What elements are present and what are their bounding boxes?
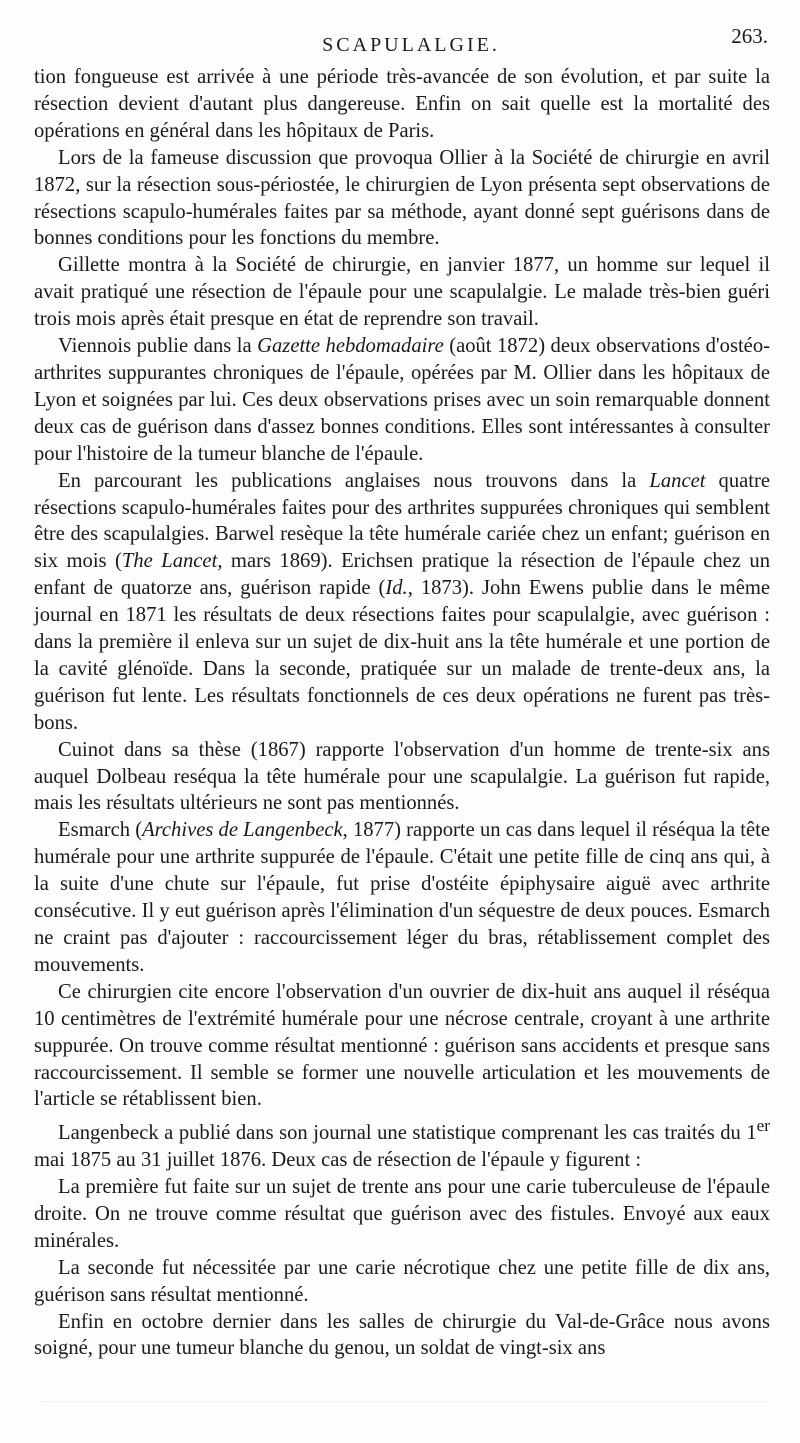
paragraph-1: tion fongueuse est arrivée à une période très-avancée de son évolution, et par suite la résection devient d'autant plus dangereuse. Enfin on sait quelle est la mortalité des opérations en général dans les hôpitaux de Paris. bbox=[34, 66, 770, 142]
paragraph-7-text-b: , 1877) rapporte un cas dans lequel il réséqua la tête humérale pour une arthrite suppurée de l'épaule. C'était une petite fille de cinq ans qui, à la suite d'une chute sur l'épaule, fut prise d'ostéite épiphysaire aiguë avec arthrite consécutive. Il y eut guérison après l'élimination d'un séquestre de deux pouces. Esmarch ne craint pas d'ajouter : raccourcissement léger du bras, rétablissement complet des mouvements. bbox=[34, 819, 770, 976]
page-number: 263. bbox=[731, 24, 768, 48]
paragraph-5-text-c: , mars 1869). Erichsen pratique la résection de l'épaule chez un enfant de quatorze ans, guérison rapide ( bbox=[34, 550, 770, 600]
paragraph-5 bbox=[34, 468, 770, 737]
paragraph-9 bbox=[34, 1113, 770, 1174]
journal-title-archives: Archives de Langenbeck bbox=[142, 819, 343, 842]
paragraph-2: Lors de la fameuse discussion que provoqua Ollier à la Société de chirurgie en avril 1872, sur la résection sous-périostée, le chirurgien de Lyon présenta sept observations de résections scapulo-humérales faites par sa méthode, ayant donné sept guérisons dans de bonnes conditions pour les fonctions du membre. bbox=[34, 146, 770, 250]
paragraph-7-text-a: Esmarch ( bbox=[58, 819, 143, 842]
paragraph-7 bbox=[34, 817, 770, 978]
paragraph-4 bbox=[34, 333, 770, 468]
paragraph-6: Cuinot dans sa thèse (1867) rapporte l'observation d'un homme de trente-six ans auquel Dolbeau reséqua la tête humérale pour une scapulalgie. La guérison fut rapide, mais les résultats ultérieurs ne sont pas mentionnés. bbox=[34, 738, 770, 815]
paragraph-4-text-b: (août 1872) deux observations d'ostéo-arthrites suppurantes chroniques de l'épaule, opérées par M. Ollier dans les hôpitaux de Lyon et soignées par lui. Ces deux observations prises avec un soin remarquable donnent deux cas de guérison dans d'assez bonnes conditions. Elles sont intéressantes à consulter pour l'histoire de la tumeur blanche de l'épaule. bbox=[34, 335, 770, 465]
scan-footer-artifact bbox=[40, 1401, 770, 1410]
paragraph-5-text-b: quatre résections scapulo-humérales faites pour des arthrites suppurées chroniques qui semblent être des scapulalgies. Barwel resèque la tête humérale cariée chez un enfant; guérison en six mois ( bbox=[34, 469, 770, 573]
ordinal-superscript: er bbox=[756, 1116, 770, 1136]
running-title: SCAPULALGIE. bbox=[322, 34, 500, 56]
journal-title-lancet: Lancet bbox=[649, 469, 706, 492]
paragraph-12: Enfin en octobre dernier dans les salles de chirurgie du Val-de-Grâce nous avons soigné, pour une tumeur blanche du genou, un soldat de vingt-six ans bbox=[34, 1310, 770, 1360]
page-header bbox=[0, 24, 800, 58]
journal-title-the-lancet: The Lancet bbox=[121, 550, 218, 573]
paragraph-9-text-a: Langenbeck a publié dans son journal une statistique comprenant les cas traités du 1 bbox=[58, 1122, 757, 1145]
paragraph-11: La seconde fut nécessitée par une carie nécrotique chez une petite fille de dix ans, guérison sans résultat mentionné. bbox=[34, 1256, 770, 1306]
paragraph-4-text-a: Viennois publie dans la bbox=[58, 335, 258, 358]
paragraph-8: Ce chirurgien cite encore l'observation d'un ouvrier de dix-huit ans auquel il réséqua 10 centimètres de l'extrémité humérale pour une nécrose centrale, croyant à une arthrite suppurée. On trouve comme résultat mentionné : guérison sans accidents et presque sans raccourcissement. Il semble se former une nouvelle articulation et les mouvements de l'article se rétablissent bien. bbox=[34, 980, 770, 1111]
paragraph-9-text-b: mai 1875 au 31 juillet 1876. Deux cas de résection de l'épaule y figurent : bbox=[34, 1149, 642, 1172]
body-text bbox=[34, 64, 770, 1362]
paragraph-5-text-d: , 1873). John Ewens publie dans le même journal en 1871 les résultats de deux résections faites pour scapulalgie, avec guérison : dans la première il enleva sur un sujet de dix-huit ans la tête humérale et une portion de la cavité glénoïde. Dans la seconde, pratiquée sur un malade de trente-deux ans, la guérison fut lente. Les résultats fonctionnels de ces deux opérations ne furent pas très-bons. bbox=[34, 577, 770, 734]
paragraph-3: Gillette montra à la Société de chirurgie, en janvier 1877, un homme sur lequel il avait pratiqué une résection de l'épaule pour une scapulalgie. Le malade très-bien guéri trois mois après était presque en état de reprendre son travail. bbox=[34, 254, 770, 331]
reference-id: Id. bbox=[385, 577, 408, 600]
paragraph-10: La première fut faite sur un sujet de trente ans pour une carie tuberculeuse de l'épaule droite. On ne trouve comme résultat que guérison avec des fistules. Envoyé aux eaux minérales. bbox=[34, 1176, 770, 1252]
journal-title-gazette: Gazette hebdomadaire bbox=[257, 335, 444, 358]
paragraph-5-text-a: En parcourant les publications anglaises nous trouvons dans la bbox=[58, 469, 650, 492]
